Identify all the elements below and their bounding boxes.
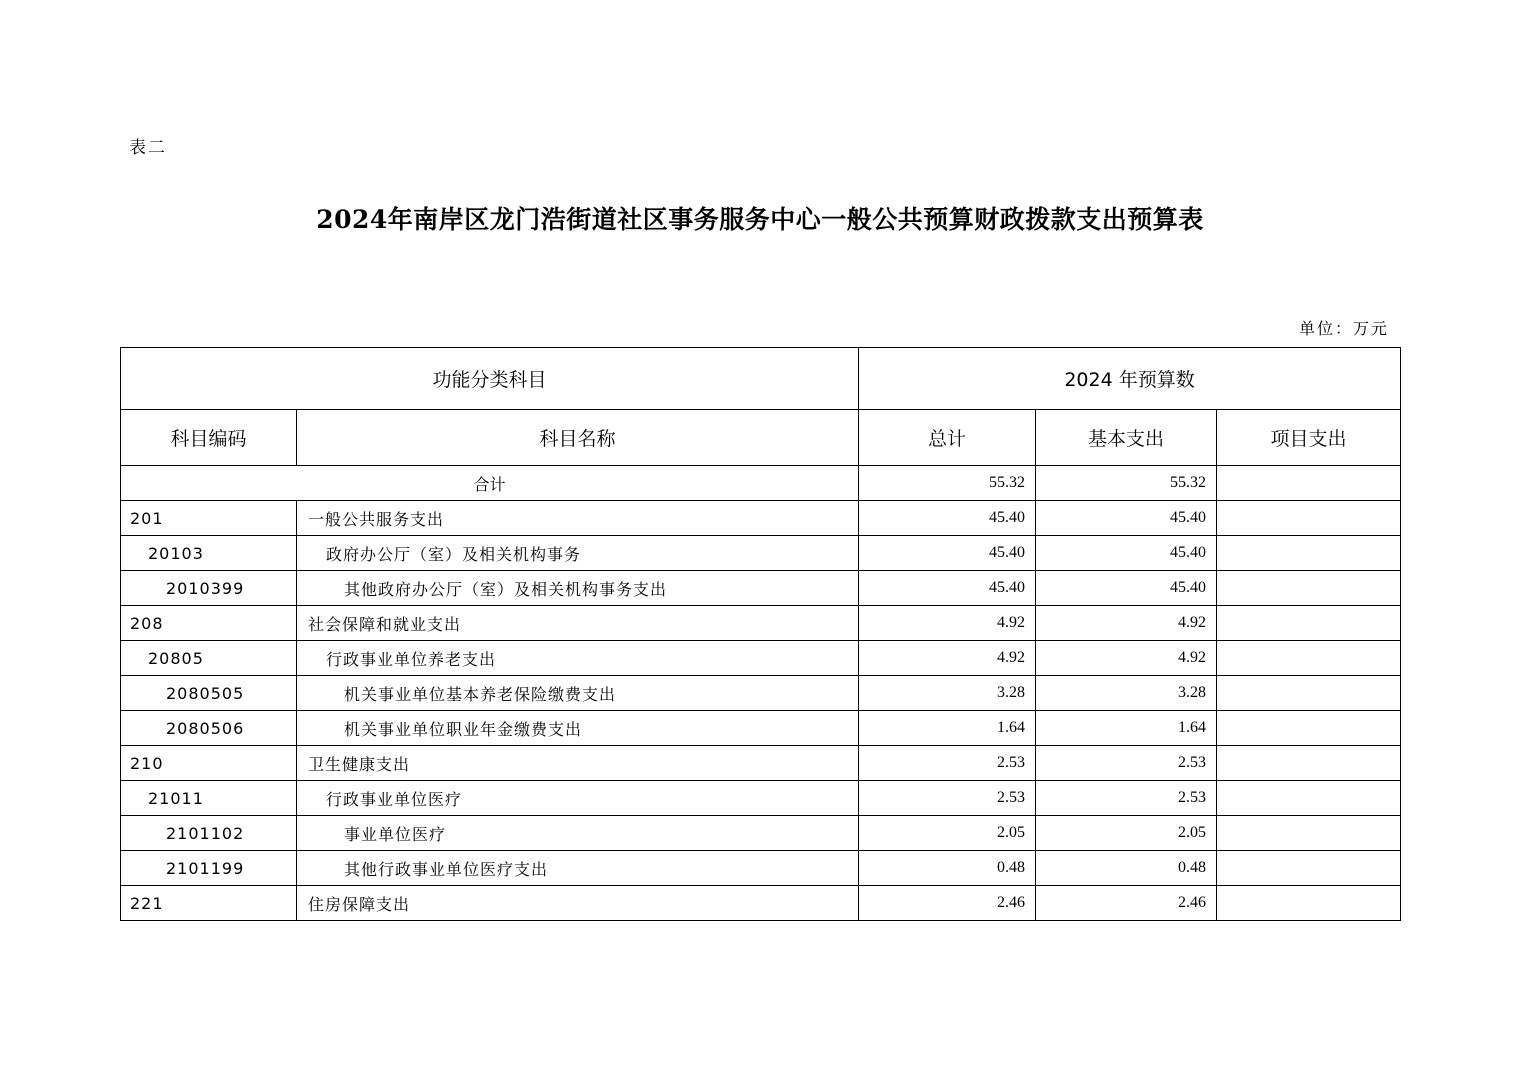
row-project — [1217, 641, 1401, 676]
row-name: 其他政府办公厅（室）及相关机构事务支出 — [297, 571, 859, 606]
header-project: 项目支出 — [1217, 410, 1401, 466]
header-budget-year: 2024 年预算数 — [859, 348, 1401, 410]
row-code: 2101102 — [121, 816, 297, 851]
row-total: 2.53 — [859, 746, 1036, 781]
table-row — [121, 816, 1401, 851]
table-number-label: 表二 — [129, 138, 167, 158]
row-name: 行政事业单位养老支出 — [297, 641, 859, 676]
budget-table — [120, 347, 1401, 921]
row-code: 2080505 — [121, 676, 297, 711]
table-row — [121, 676, 1401, 711]
row-code: 20805 — [121, 641, 297, 676]
row-code: 2010399 — [121, 571, 297, 606]
table-row — [121, 571, 1401, 606]
row-name: 卫生健康支出 — [297, 746, 859, 781]
header-functional-category: 功能分类科目 — [121, 348, 859, 410]
row-name: 事业单位医疗 — [297, 816, 859, 851]
header-row-2 — [121, 410, 1401, 466]
row-code: 21011 — [121, 781, 297, 816]
row-basic: 0.48 — [1036, 851, 1217, 886]
row-total: 0.48 — [859, 851, 1036, 886]
row-project — [1217, 536, 1401, 571]
row-basic: 1.64 — [1036, 711, 1217, 746]
row-name: 行政事业单位医疗 — [297, 781, 859, 816]
row-total: 1.64 — [859, 711, 1036, 746]
row-project — [1217, 676, 1401, 711]
row-code: 210 — [121, 746, 297, 781]
document-title: 2024年南岸区龙门浩街道社区事务服务中心一般公共预算财政拨款支出预算表 — [316, 205, 1204, 234]
header-name: 科目名称 — [297, 410, 859, 466]
table-row — [121, 886, 1401, 921]
header-row-1 — [121, 348, 1401, 410]
total-basic: 55.32 — [1036, 466, 1217, 501]
row-project — [1217, 606, 1401, 641]
row-basic: 2.46 — [1036, 886, 1217, 921]
row-project — [1217, 501, 1401, 536]
row-project — [1217, 746, 1401, 781]
row-project — [1217, 816, 1401, 851]
row-total: 2.53 — [859, 781, 1036, 816]
row-name: 政府办公厅（室）及相关机构事务 — [297, 536, 859, 571]
table-row — [121, 746, 1401, 781]
row-code: 20103 — [121, 536, 297, 571]
row-name: 社会保障和就业支出 — [297, 606, 859, 641]
row-total: 45.40 — [859, 571, 1036, 606]
row-name: 机关事业单位基本养老保险缴费支出 — [297, 676, 859, 711]
row-name: 住房保障支出 — [297, 886, 859, 921]
total-total: 55.32 — [859, 466, 1036, 501]
row-total: 2.05 — [859, 816, 1036, 851]
row-basic: 45.40 — [1036, 501, 1217, 536]
total-project — [1217, 466, 1401, 501]
row-project — [1217, 711, 1401, 746]
row-total: 2.46 — [859, 886, 1036, 921]
table-row — [121, 781, 1401, 816]
header-code: 科目编码 — [121, 410, 297, 466]
table-row — [121, 851, 1401, 886]
row-name: 一般公共服务支出 — [297, 501, 859, 536]
row-code: 208 — [121, 606, 297, 641]
total-label: 合计 — [121, 466, 859, 501]
row-basic: 2.05 — [1036, 816, 1217, 851]
row-code: 221 — [121, 886, 297, 921]
row-code: 201 — [121, 501, 297, 536]
table-row — [121, 501, 1401, 536]
row-code: 2101199 — [121, 851, 297, 886]
row-project — [1217, 851, 1401, 886]
row-basic: 3.28 — [1036, 676, 1217, 711]
row-total: 4.92 — [859, 641, 1036, 676]
table-row — [121, 536, 1401, 571]
row-basic: 2.53 — [1036, 781, 1217, 816]
row-project — [1217, 571, 1401, 606]
row-project — [1217, 781, 1401, 816]
row-basic: 45.40 — [1036, 571, 1217, 606]
row-name: 其他行政事业单位医疗支出 — [297, 851, 859, 886]
table-row — [121, 606, 1401, 641]
header-basic: 基本支出 — [1036, 410, 1217, 466]
row-basic: 45.40 — [1036, 536, 1217, 571]
row-total: 45.40 — [859, 536, 1036, 571]
row-total: 45.40 — [859, 501, 1036, 536]
row-project — [1217, 886, 1401, 921]
row-name: 机关事业单位职业年金缴费支出 — [297, 711, 859, 746]
row-basic: 4.92 — [1036, 641, 1217, 676]
row-basic: 4.92 — [1036, 606, 1217, 641]
row-basic: 2.53 — [1036, 746, 1217, 781]
unit-label: 单位：万元 — [1298, 319, 1389, 338]
table-row — [121, 641, 1401, 676]
row-total: 3.28 — [859, 676, 1036, 711]
row-total: 4.92 — [859, 606, 1036, 641]
row-code: 2080506 — [121, 711, 297, 746]
header-total: 总计 — [859, 410, 1036, 466]
total-row — [121, 466, 1401, 501]
table-row — [121, 711, 1401, 746]
